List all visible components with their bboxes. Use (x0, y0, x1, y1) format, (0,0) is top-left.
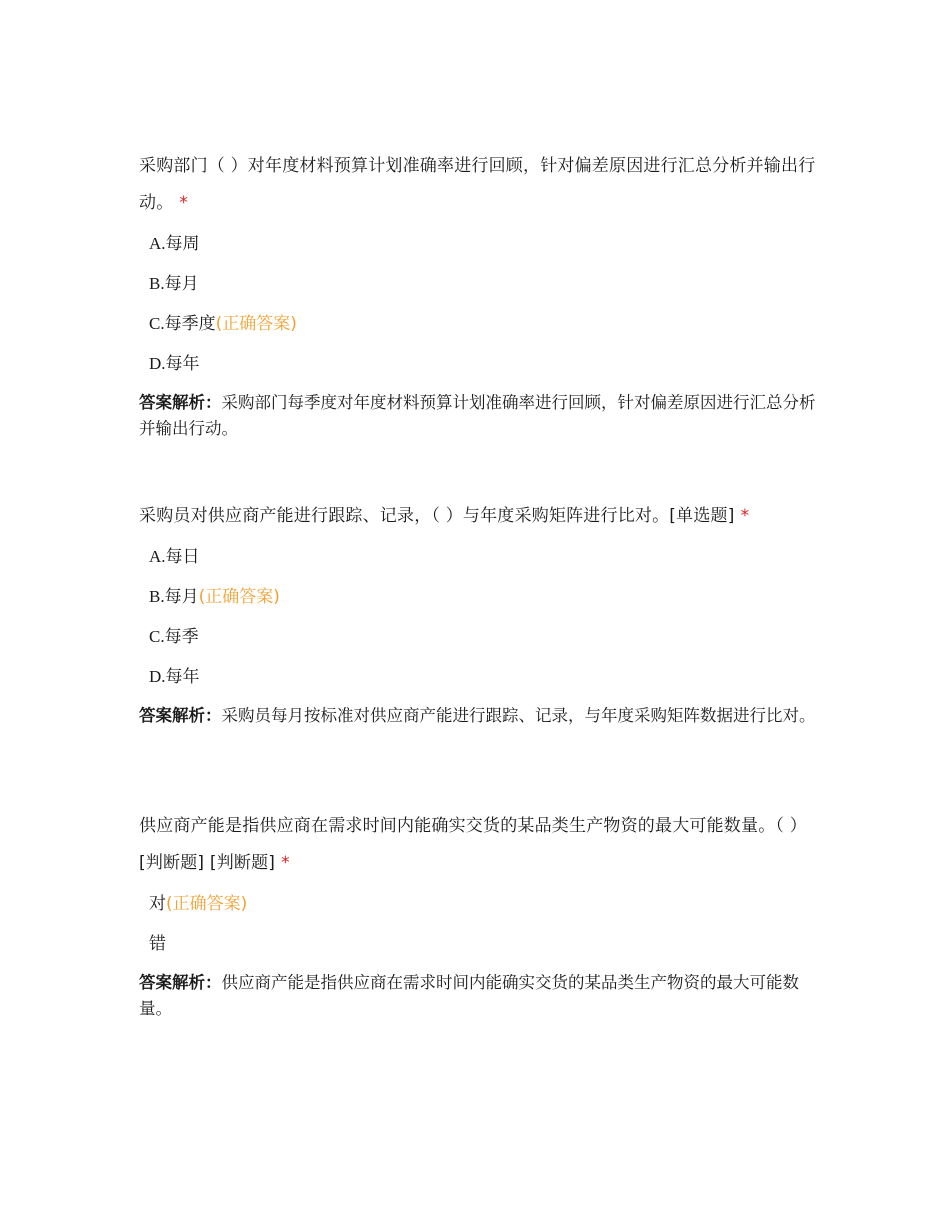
option-b[interactable]: B.每月(正确答案) (149, 587, 280, 607)
correct-answer-tag: (正确答案) (215, 314, 297, 334)
option-c[interactable]: C.每季 (149, 627, 199, 647)
correct-answer-tag: (正确答案) (198, 587, 280, 607)
analysis-label: 答案解析： (139, 393, 222, 412)
option-a[interactable]: A.每周 (149, 234, 200, 254)
option-d[interactable]: D.每年 (149, 667, 200, 687)
option-false[interactable]: 错 (149, 934, 166, 954)
analysis-text: 采购员每月按标准对供应商产能进行跟踪、记录，与年度采购矩阵数据进行比对。 (221, 706, 816, 725)
analysis-text: 采购部门每季度对年度材料预算计划准确率进行回顾，针对偏差原因进行汇总分析并输出行动。 (139, 393, 816, 438)
option-true[interactable]: 对(正确答案) (149, 894, 248, 914)
analysis-text: 供应商产能是指供应商在需求时间内能确实交货的某品类生产物资的最大可能数量。 (139, 973, 799, 1018)
options-list (139, 537, 819, 697)
question-3 (139, 808, 819, 1022)
required-mark: * (740, 506, 750, 526)
question-text: 采购部门（ ）对年度材料预算计划准确率进行回顾，针对偏差原因进行汇总分析并输出行动。 * (139, 156, 816, 213)
question-2 (139, 498, 819, 729)
correct-answer-tag: (正确答案) (166, 894, 248, 914)
question-text: 采购员对供应商产能进行跟踪、记录，（ ）与年度采购矩阵进行比对。[单选题] * (139, 506, 750, 526)
answer-analysis (139, 390, 819, 442)
option-b[interactable]: B.每月 (149, 274, 199, 294)
question-text: 供应商产能是指供应商在需求时间内能确实交货的某品类生产物资的最大可能数量。（ ）[判断题] [判断题] * (139, 816, 807, 873)
options-list (139, 884, 819, 964)
analysis-label: 答案解析： (139, 706, 222, 725)
option-a[interactable]: A.每日 (149, 547, 200, 567)
required-mark: * (281, 853, 290, 873)
question-1 (139, 148, 819, 442)
option-c[interactable]: C.每季度(正确答案) (149, 314, 297, 334)
options-list (139, 224, 819, 384)
analysis-label: 答案解析： (139, 973, 222, 992)
option-d[interactable]: D.每年 (149, 354, 200, 374)
answer-analysis (139, 970, 819, 1022)
answer-analysis (139, 703, 819, 729)
required-mark: * (179, 193, 189, 213)
